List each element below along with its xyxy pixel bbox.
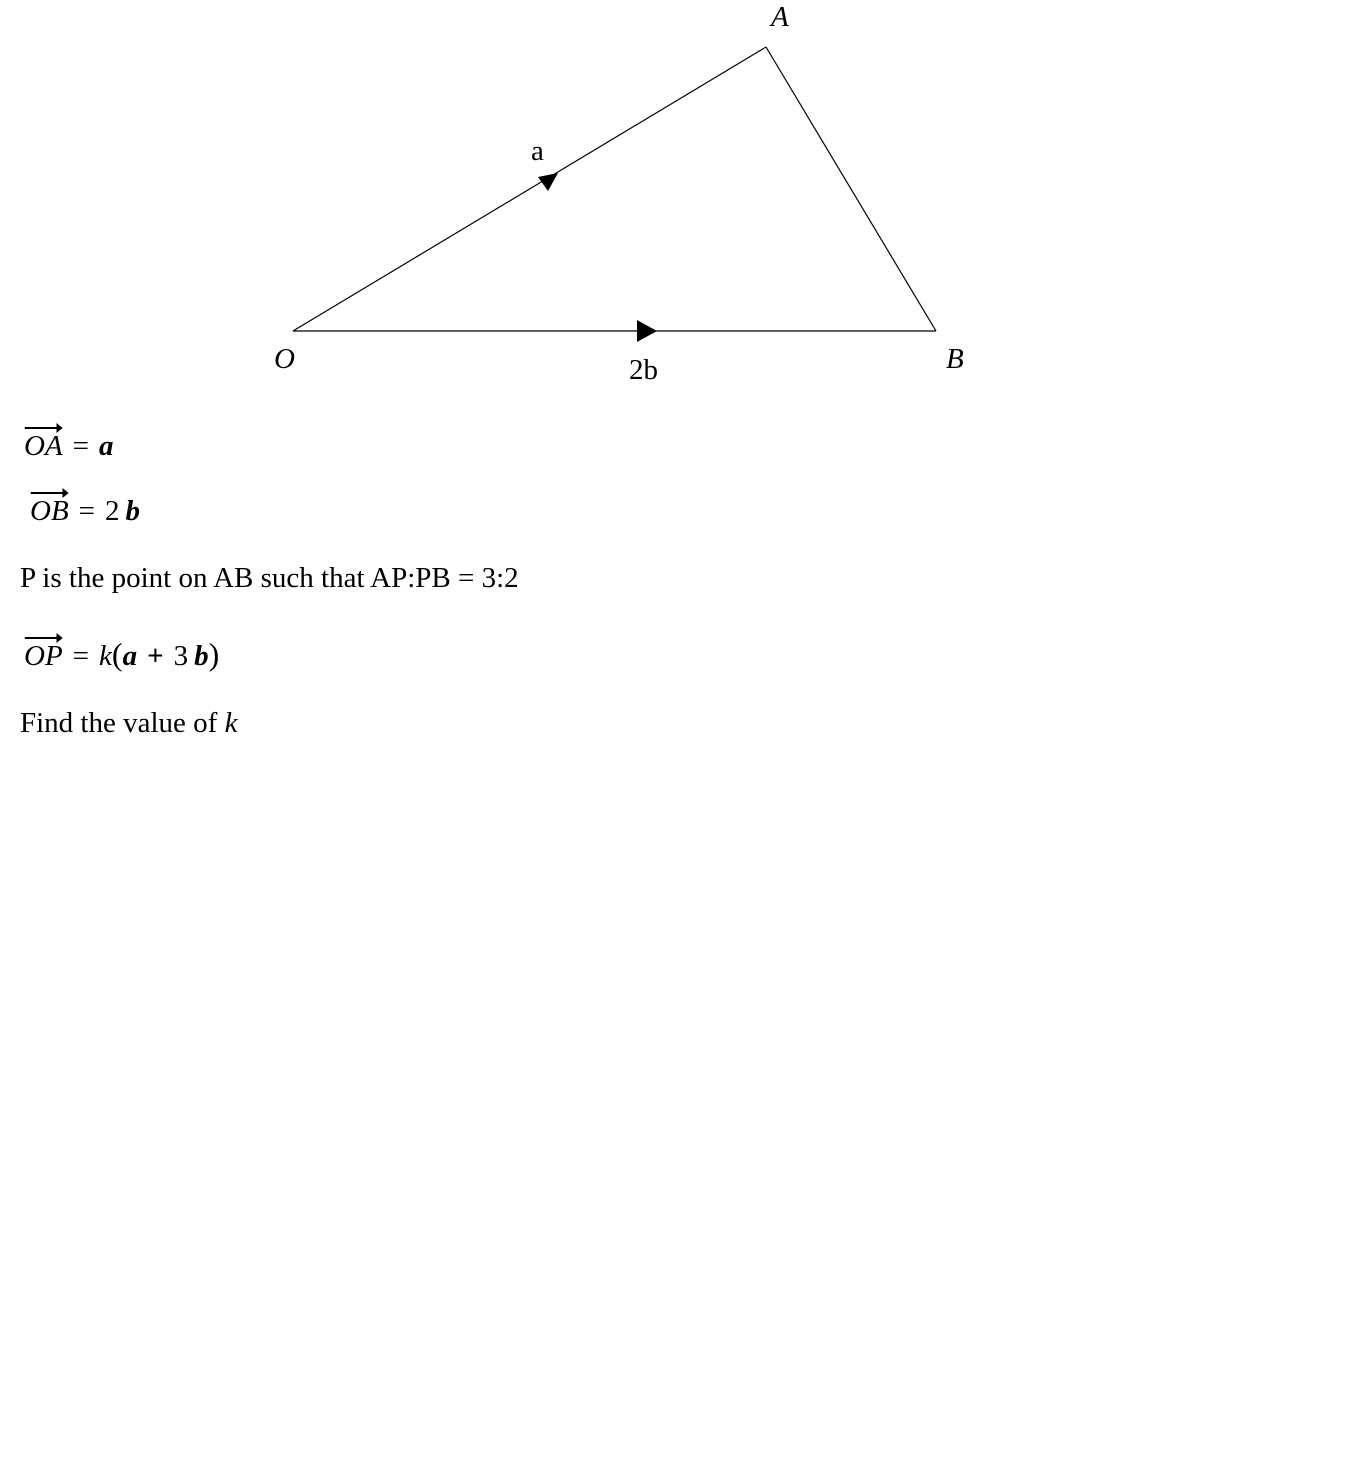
coefficient: 2 [105,495,120,527]
vertex-label-o: O [274,343,295,375]
arrowhead-ob-icon [637,320,657,342]
equation-ob [30,493,140,529]
edge-label-ob-vec: b [643,354,658,386]
equation-oa [24,428,114,464]
coefficient: 3 [173,640,189,672]
scalar-k: k [99,640,112,672]
term-b: b [194,640,209,672]
edge-ab [766,47,936,331]
equals-sign: = [78,495,96,527]
triangle-diagram [0,0,1370,400]
vector-arrow-icon [30,487,69,499]
vector-arrow-icon [24,422,63,434]
edge-label-oa [531,135,544,167]
vertex-label-a: A [771,1,789,33]
vertex-label-b: B [946,343,964,375]
vector-arrow-icon [24,632,63,644]
edge-label-oa-vec: a [531,135,544,167]
edge-label-ob-coef: 2 [629,354,644,386]
vector-ob: OB [30,493,69,529]
problem-statement: P is the point on AB such that AP:PB = 3:2 [20,562,519,594]
open-paren: ( [111,636,123,672]
edge-label-ob [629,354,658,386]
plus-sign: + [147,640,164,672]
vector-op: OP [24,638,63,674]
equals-sign: = [72,640,90,672]
equation-op [24,636,219,674]
equals-sign: = [72,430,90,462]
vector-b: b [125,495,141,527]
question [20,705,237,741]
edge-oa [293,47,766,331]
question-text: Find the value of [20,707,225,739]
vector-a: a [99,430,114,462]
vector-oa: OA [24,428,63,464]
question-variable: k [224,707,238,739]
close-paren: ) [208,636,220,672]
term-a: a [122,640,138,672]
